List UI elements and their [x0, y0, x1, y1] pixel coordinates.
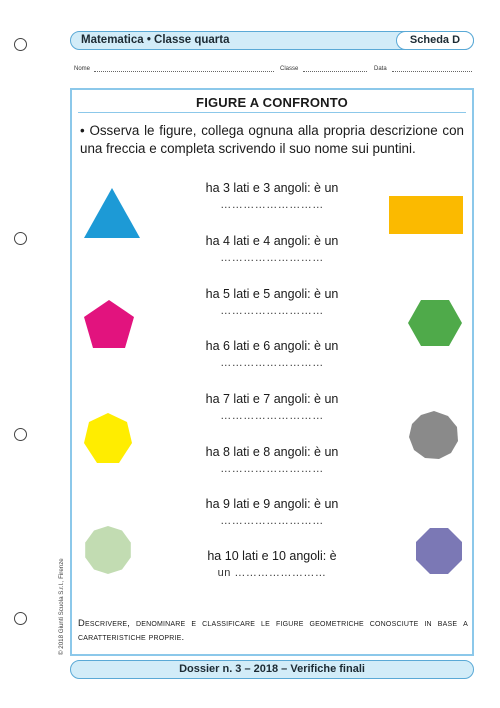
data-field[interactable] [392, 71, 472, 72]
description-text: ha 9 lati e 9 angoli: è un [205, 497, 339, 511]
description-10-sides [180, 548, 364, 582]
title-divider [78, 112, 466, 113]
octagon-fill [416, 528, 462, 574]
hexagon-shape[interactable] [406, 298, 464, 348]
answer-dots[interactable]: ……………………… [220, 305, 324, 317]
classe-label: Classe [280, 66, 299, 72]
rectangle-fill [389, 196, 463, 234]
description-text: ha 8 lati e 8 angoli: è un [205, 445, 339, 459]
decagon-shape[interactable] [82, 524, 134, 576]
description-8-sides [180, 444, 364, 478]
data-label: Data [374, 66, 387, 72]
description-5-sides [180, 286, 364, 320]
dossier-footer: Dossier n. 3 – 2018 – Verifiche finali [70, 660, 474, 679]
nome-field[interactable] [94, 71, 274, 72]
answer-dots[interactable]: ……………………… [220, 463, 324, 475]
triangle-fill [84, 188, 140, 238]
copyright-note: © 2018 Giunti Scuola S.r.l., Firenze [58, 558, 65, 655]
worksheet-frame [70, 88, 474, 656]
scheda-label: Scheda D [396, 31, 474, 50]
heptagon-shape[interactable] [82, 411, 134, 467]
answer-dots[interactable]: un …………………… [217, 567, 327, 579]
description-6-sides [180, 338, 364, 372]
binder-hole-2 [14, 232, 27, 245]
pentagon-shape[interactable] [82, 298, 136, 350]
answer-dots[interactable]: ……………………… [220, 515, 324, 527]
answer-dots[interactable]: ……………………… [220, 410, 324, 422]
pentagon-fill [84, 300, 134, 348]
binder-hole-3 [14, 428, 27, 441]
description-3-sides [180, 180, 364, 214]
octagon-shape[interactable] [414, 526, 464, 576]
description-7-sides [180, 391, 364, 425]
worksheet-title: FIGURE A CONFRONTO [196, 95, 348, 110]
nonagon-shape[interactable] [406, 409, 462, 461]
subject-title: Matematica • Classe quarta [81, 34, 230, 46]
instruction-text: • Osserva le figure, collega ognuna alla propria descrizione con una freccia e completa scrivendo il suo nome sui puntini. [80, 123, 464, 156]
description-text: ha 6 lati e 6 angoli: è un [205, 339, 339, 353]
classe-field[interactable] [303, 71, 367, 72]
rectangle-shape[interactable] [388, 195, 464, 235]
answer-dots[interactable]: ……………………… [220, 199, 324, 211]
description-text: ha 3 lati e 3 angoli: è un [205, 181, 339, 195]
description-text: ha 4 lati e 4 angoli: è un [205, 234, 339, 248]
triangle-shape[interactable] [82, 186, 142, 240]
answer-dots[interactable]: ……………………… [220, 357, 324, 369]
description-text: ha 10 lati e 10 angoli: è [207, 549, 337, 563]
binder-hole-4 [14, 612, 27, 625]
binder-hole-1 [14, 38, 27, 51]
hexagon-fill [408, 300, 462, 346]
description-text: ha 5 lati e 5 angoli: è un [205, 287, 339, 301]
answer-dots[interactable]: ……………………… [220, 252, 324, 264]
nonagon-fill [409, 411, 458, 459]
header-bar [70, 31, 474, 50]
description-9-sides [180, 496, 364, 530]
nome-label: Nome [74, 66, 91, 72]
decagon-fill [85, 526, 131, 574]
learning-objective: Descrivere, denominare e classificare le figure geometriche conosciute in base a caratteristiche proprie. [78, 617, 468, 642]
description-text: ha 7 lati e 7 angoli: è un [205, 392, 339, 406]
description-4-sides [180, 233, 364, 267]
heptagon-fill [84, 413, 132, 463]
